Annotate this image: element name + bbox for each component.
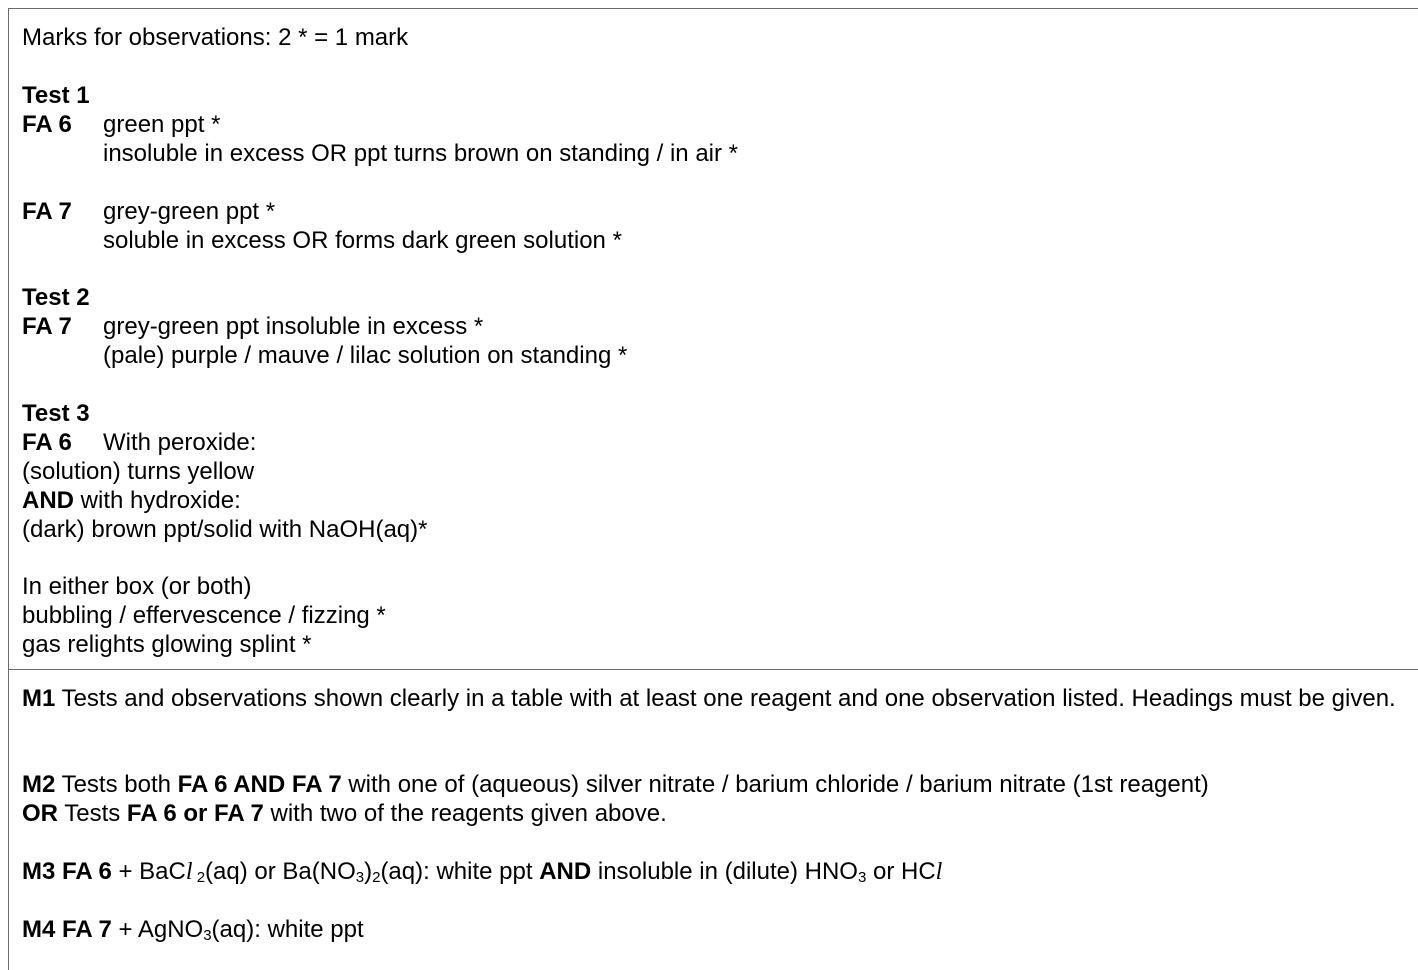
test1-fa6-line2: insoluble in excess OR ppt turns brown on standing / in air * [103, 140, 739, 167]
m2-t3: Tests [58, 800, 127, 827]
test1-fa6-line1: green ppt * [103, 111, 221, 138]
test1-fa7-line2: soluble in excess OR forms dark green solution * [103, 227, 622, 254]
m3-sub1: 2 [192, 869, 206, 886]
m4-t1: + AgNO [111, 916, 204, 943]
m4-t2: (aq): white ppt [211, 916, 364, 943]
m3-sub4: 3 [857, 869, 867, 886]
m3-label: M3 FA 6 [22, 858, 112, 885]
intro-text: Marks for observations: 2 * = 1 mark [22, 24, 409, 51]
m1-label: M1 [22, 685, 56, 712]
test1-fa6-label: FA 6 [22, 111, 72, 138]
m2-line1 [22, 770, 1209, 799]
m3-t5: insoluble in (dilute) HNO [591, 858, 858, 885]
m2-b2: FA 6 or FA 7 [126, 800, 264, 827]
m2-t2: with one of (aqueous) silver nitrate / barium chloride / barium nitrate (1st reagent) [341, 771, 1209, 798]
m1-body: Tests and observations shown clearly in a table with at least one reagent and one observation listed. Headings must be given. [55, 685, 1396, 712]
m2-line2 [22, 799, 667, 828]
m3-line [22, 857, 942, 887]
m4-label: M4 FA 7 [22, 916, 112, 943]
m3-l2: l [935, 859, 943, 885]
test3-line2: (solution) turns yellow [22, 458, 255, 485]
test1-fa7-label: FA 7 [22, 198, 72, 225]
m3-l1: l [185, 859, 193, 885]
test2-heading: Test 2 [22, 284, 90, 311]
test3-fa6-label: FA 6 [22, 429, 72, 456]
m2-t1: Tests both [55, 771, 178, 798]
m3-t6: or HC [866, 858, 936, 885]
test3-fa6-row [22, 428, 256, 457]
m3-t2: (aq) or Ba(NO [205, 858, 356, 885]
m2-t4: with two of the reagents given above. [263, 800, 667, 827]
test2-fa7-label: FA 7 [22, 313, 72, 340]
test1-fa7-row [22, 197, 275, 226]
test1-fa6-row [22, 110, 220, 139]
m3-sub3: 2 [372, 869, 381, 886]
test3-heading: Test 3 [22, 400, 90, 427]
m2-label: M2 [22, 771, 56, 798]
test1-heading: Test 1 [22, 82, 90, 109]
test3-and: AND [22, 487, 74, 514]
m2-b1: FA 6 AND FA 7 [177, 771, 342, 798]
observations-box [8, 8, 1418, 670]
m3-t4: (aq): white ppt [380, 858, 540, 885]
test3-line3-text: with hydroxide: [74, 487, 241, 514]
test3-line4: (dark) brown ppt/solid with NaOH(aq)* [22, 516, 428, 543]
test2-line1: grey-green ppt insoluble in excess * [103, 313, 484, 340]
m1-text [22, 684, 1402, 713]
m2-or: OR [22, 800, 58, 827]
m4-line [22, 915, 364, 944]
m3-t3: ) [364, 858, 373, 885]
m4-sub1: 3 [203, 927, 212, 944]
test3-line1: With peroxide: [103, 429, 257, 456]
either-line2: bubbling / effervescence / fizzing * [22, 602, 386, 629]
test2-fa7-row [22, 312, 483, 341]
test2-line2: (pale) purple / mauve / lilac solution on standing * [103, 342, 628, 369]
either-line1: In either box (or both) [22, 573, 252, 600]
either-line3: gas relights glowing splint * [22, 631, 312, 658]
test3-line3 [22, 486, 241, 515]
m3-and: AND [539, 858, 592, 885]
test1-fa7-line1: grey-green ppt * [103, 198, 276, 225]
m3-t1: + BaC [111, 858, 186, 885]
m3-sub2: 3 [355, 869, 365, 886]
method-box [8, 670, 1418, 970]
